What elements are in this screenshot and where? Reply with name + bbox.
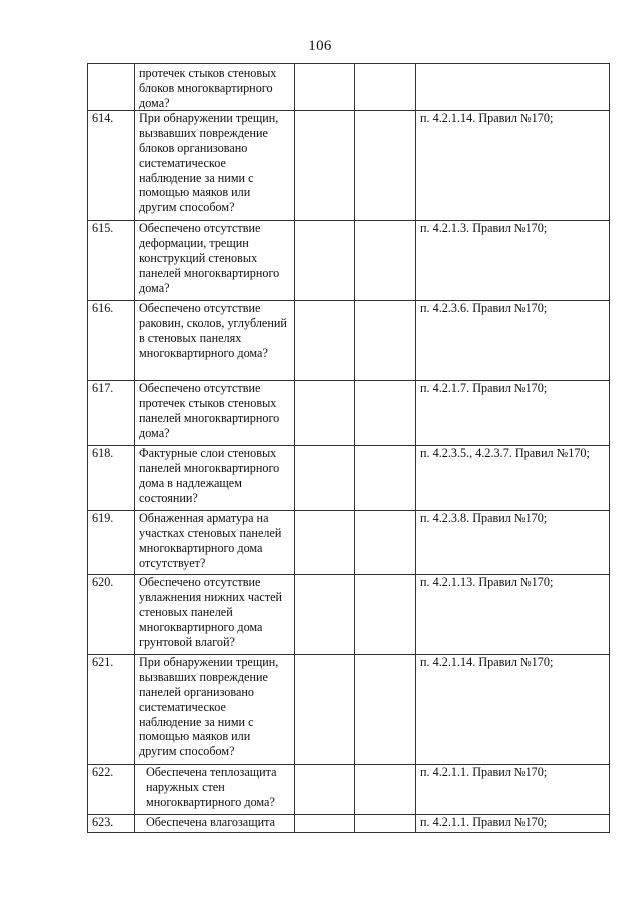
row-number: 615. [88,221,135,301]
table-row [88,64,610,111]
answer-yes-cell [295,301,355,381]
question-text: При обнаружении трещин, вызвавших повреждение блоков организовано систематическое наблюдение за ними с помощью маяков или другим способом? [135,111,295,221]
question-text: Обеспечено отсутствие раковин, сколов, углублений в стеновых панелях многоквартирного дома? [135,301,295,381]
answer-no-cell [355,511,416,575]
answer-yes-cell [295,511,355,575]
reference-text: п. 4.2.1.14. Правил №170; [416,655,610,765]
answer-no-cell [355,301,416,381]
answer-no-cell [355,815,416,833]
answer-no-cell [355,575,416,655]
row-number: 614. [88,111,135,221]
answer-yes-cell [295,575,355,655]
answer-yes-cell [295,765,355,815]
reference-text: п. 4.2.3.5., 4.2.3.7. Правил №170; [416,446,610,511]
answer-yes-cell [295,381,355,446]
reference-text: п. 4.2.1.13. Правил №170; [416,575,610,655]
question-text: протечек стыков стеновых блоков многоквартирного дома? [135,64,295,111]
answer-yes-cell [295,815,355,833]
reference-text [416,64,610,111]
table-row [88,111,610,221]
page-number: 106 [308,38,332,54]
row-number: 618. [88,446,135,511]
question-text: Обеспечено отсутствие протечек стыков стеновых панелей многоквартирного дома? [135,381,295,446]
answer-yes-cell [295,64,355,111]
checklist-table [87,63,610,833]
table-row [88,381,610,446]
row-number: 616. [88,301,135,381]
row-number: 622. [88,765,135,815]
reference-text: п. 4.2.1.14. Правил №170; [416,111,610,221]
table-row [88,221,610,301]
answer-yes-cell [295,111,355,221]
answer-no-cell [355,221,416,301]
row-number: 621. [88,655,135,765]
row-number: 620. [88,575,135,655]
table-row [88,446,610,511]
reference-text: п. 4.2.3.8. Правил №170; [416,511,610,575]
answer-no-cell [355,655,416,765]
table-row [88,815,610,833]
answer-no-cell [355,111,416,221]
table-row [88,655,610,765]
reference-text: п. 4.2.1.7. Правил №170; [416,381,610,446]
answer-no-cell [355,64,416,111]
table-row [88,511,610,575]
reference-text: п. 4.2.1.1. Правил №170; [416,765,610,815]
table-row [88,301,610,381]
row-number: 623. [88,815,135,833]
question-text: Обнаженная арматура на участках стеновых панелей многоквартирного дома отсутствует? [135,511,295,575]
reference-text: п. 4.2.3.6. Правил №170; [416,301,610,381]
question-text: Фактурные слои стеновых панелей многоквартирного дома в надлежащем состоянии? [135,446,295,511]
answer-no-cell [355,381,416,446]
row-number: 617. [88,381,135,446]
answer-yes-cell [295,655,355,765]
row-number [88,64,135,111]
reference-text: п. 4.2.1.3. Правил №170; [416,221,610,301]
reference-text: п. 4.2.1.1. Правил №170; [416,815,610,833]
question-text: Обеспечена теплозащита наружных стен многоквартирного дома? [135,765,295,815]
answer-yes-cell [295,446,355,511]
question-text: Обеспечено отсутствие деформации, трещин конструкций стеновых панелей многоквартирного дома? [135,221,295,301]
question-text: Обеспечена влагозащита [135,815,295,833]
answer-no-cell [355,765,416,815]
question-text: При обнаружении трещин, вызвавших повреждение панелей организовано систематическое наблюдение за ними с помощью маяков или другим способом? [135,655,295,765]
table-row [88,765,610,815]
question-text: Обеспечено отсутствие увлажнения нижних частей стеновых панелей многоквартирного дома грунтовой влагой? [135,575,295,655]
answer-yes-cell [295,221,355,301]
row-number: 619. [88,511,135,575]
answer-no-cell [355,446,416,511]
table-row [88,575,610,655]
